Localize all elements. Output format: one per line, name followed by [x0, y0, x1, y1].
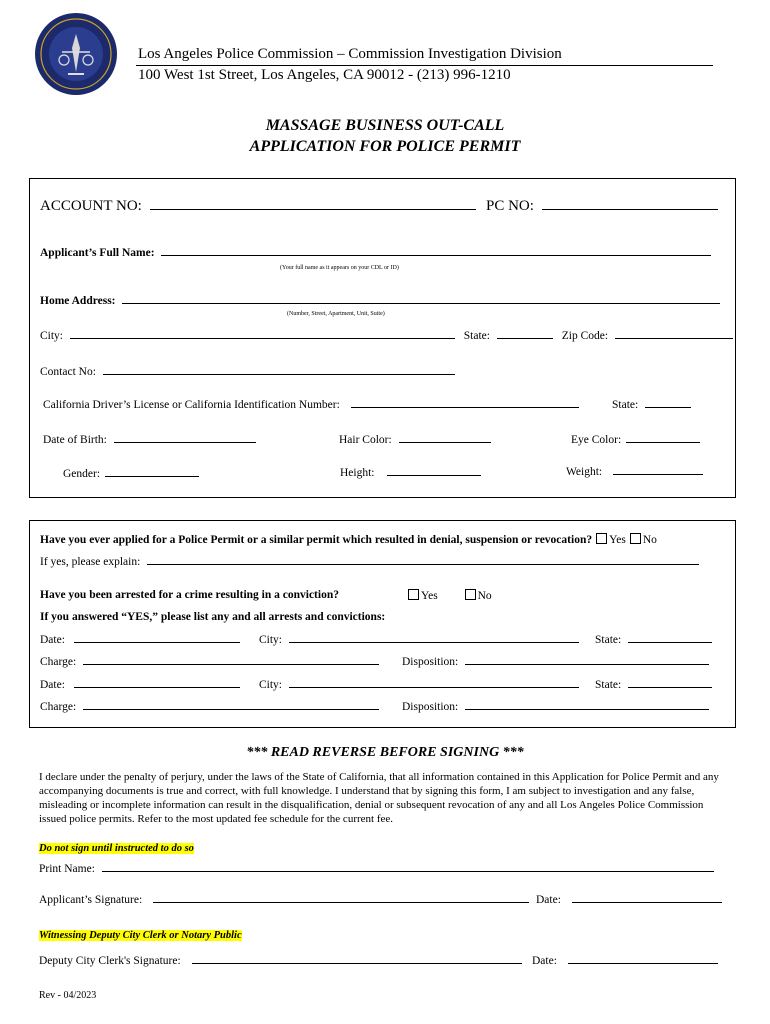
arrest2-city-label: City: — [259, 679, 283, 691]
dob-field[interactable] — [114, 441, 256, 443]
arrest1-city-field[interactable] — [289, 641, 579, 643]
q1-question: Have you ever applied for a Police Permit or a similar permit which resulted in denial, suspension or revocation? — [40, 534, 593, 546]
dob-label: Date of Birth: — [43, 434, 107, 446]
witness-text: Witnessing Deputy City Clerk or Notary Public — [39, 930, 242, 941]
arrest1-date-row — [40, 634, 240, 646]
account-no-label: ACCOUNT NO: — [40, 198, 142, 214]
contact-no-label: Contact No: — [40, 366, 96, 378]
header-address: 100 West 1st Street, Los Angeles, CA 90012 - (213) 996-1210 — [138, 67, 511, 83]
dob-row — [43, 434, 256, 446]
print-name-row — [39, 863, 714, 875]
arrest1-charge-field[interactable] — [83, 663, 379, 665]
account-no-field[interactable] — [150, 208, 476, 210]
full-name-row — [40, 247, 711, 259]
form-title-line1: MASSAGE BUSINESS OUT-CALL — [265, 117, 505, 134]
explain-row — [40, 556, 699, 568]
hair-color-row — [339, 434, 491, 446]
arrest1-disposition-field[interactable] — [465, 663, 709, 665]
eye-color-row — [571, 434, 700, 446]
height-row — [340, 467, 481, 479]
explain-field[interactable] — [147, 563, 699, 565]
police-commission-seal-logo — [34, 12, 118, 96]
height-label: Height: — [340, 467, 375, 479]
q1-yes-checkbox[interactable] — [596, 533, 607, 544]
state-field[interactable] — [497, 337, 553, 339]
q2-yes-label: Yes — [421, 590, 438, 602]
license-label: California Driver’s License or California Identification Number: — [43, 399, 340, 411]
arrest2-date-row — [40, 679, 240, 691]
license-state-row — [612, 399, 691, 411]
revision-label: Rev - 04/2023 — [39, 990, 97, 1001]
declaration-text: I declare under the penalty of perjury, under the laws of the State of California, that all information contained in this Application for Police Permit and any accompanying documents is true and correct, with full knowledge. I understand that by signing this form, I am subject to investigation and any false, misleading or incomplete information can result in the disqualification, denial or subsequent revocation of any and all Los Angeles Police Commission issued police permits. Refer to the most updated fee schedule for the current fee. — [39, 771, 719, 825]
q2-no-label: No — [477, 590, 492, 602]
gender-row — [63, 468, 199, 480]
full-name-hint: (Your full name as it appears on your CDL or ID) — [280, 265, 399, 271]
arrest2-state-row — [595, 679, 712, 691]
height-field[interactable] — [387, 474, 481, 476]
clerk-date-row — [532, 955, 718, 967]
home-address-field[interactable] — [122, 302, 720, 304]
eye-color-field[interactable] — [626, 441, 700, 443]
hair-color-field[interactable] — [399, 441, 491, 443]
clerk-date-label: Date: — [532, 955, 557, 967]
applicant-date-label: Date: — [536, 894, 561, 906]
weight-field[interactable] — [613, 473, 703, 475]
full-name-field[interactable] — [161, 254, 711, 256]
arrest2-charge-label: Charge: — [40, 701, 77, 713]
arrest2-charge-row — [40, 701, 379, 713]
pc-no-row — [486, 198, 718, 215]
q1-no-label: No — [642, 534, 657, 546]
arrest1-state-row — [595, 634, 712, 646]
applicant-signature-label: Applicant’s Signature: — [39, 894, 143, 906]
license-field[interactable] — [351, 406, 579, 408]
arrest2-disposition-label: Disposition: — [402, 701, 459, 713]
applicant-signature-field[interactable] — [153, 901, 529, 903]
eye-color-label: Eye Color: — [571, 434, 622, 446]
arrest2-city-field[interactable] — [289, 686, 579, 688]
arrest1-charge-label: Charge: — [40, 656, 77, 668]
arrest2-date-field[interactable] — [74, 686, 240, 688]
pc-no-label: PC NO: — [486, 198, 534, 214]
arrest1-city-label: City: — [259, 634, 283, 646]
print-name-field[interactable] — [102, 870, 714, 872]
license-state-label: State: — [612, 399, 639, 411]
explain-label: If yes, please explain: — [40, 556, 141, 568]
license-row — [43, 399, 579, 411]
clerk-signature-row — [39, 955, 522, 967]
header-agency: Los Angeles Police Commission – Commission Investigation Division — [138, 46, 562, 62]
city-field[interactable] — [70, 337, 455, 339]
do-not-sign-text: Do not sign until instructed to do so — [39, 843, 194, 854]
history-section — [29, 520, 736, 728]
state-label: State: — [463, 330, 490, 342]
city-label: City: — [40, 330, 64, 342]
gender-label: Gender: — [63, 468, 101, 480]
q1-row — [40, 533, 657, 546]
q2-question: Have you been arrested for a crime resulting in a conviction? — [40, 589, 339, 601]
pc-no-field[interactable] — [542, 208, 718, 210]
arrest1-date-field[interactable] — [74, 641, 240, 643]
q2-instructions: If you answered “YES,” please list any and all arrests and convictions: — [40, 611, 386, 623]
witness-notice — [39, 925, 242, 943]
city-row — [40, 330, 733, 342]
arrest1-disposition-row — [402, 656, 709, 668]
clerk-signature-label: Deputy City Clerk's Signature: — [39, 955, 181, 967]
applicant-signature-row — [39, 894, 529, 906]
home-address-row — [40, 295, 720, 307]
account-no-row — [40, 198, 476, 215]
form-title-line2: APPLICATION FOR POLICE PERMIT — [249, 138, 521, 155]
contact-no-field[interactable] — [103, 373, 455, 375]
arrest2-date-label: Date: — [40, 679, 65, 691]
home-address-label: Home Address: — [40, 295, 116, 307]
contact-row — [40, 366, 455, 378]
q2-options — [404, 589, 492, 602]
arrest1-state-field[interactable] — [628, 641, 712, 643]
applicant-date-row — [536, 894, 722, 906]
gender-field[interactable] — [105, 475, 199, 477]
arrest2-city-row — [259, 679, 579, 691]
clerk-signature-field[interactable] — [192, 962, 522, 964]
arrest1-date-label: Date: — [40, 634, 65, 646]
q2-no-checkbox[interactable] — [465, 589, 476, 600]
license-state-field[interactable] — [645, 406, 691, 408]
q1-yes-label: Yes — [609, 534, 626, 546]
clerk-date-field[interactable] — [568, 962, 718, 964]
arrest1-disposition-label: Disposition: — [402, 656, 459, 668]
arrest1-charge-row — [40, 656, 379, 668]
weight-label: Weight: — [566, 466, 603, 478]
arrest2-charge-field[interactable] — [83, 708, 379, 710]
arrest2-state-label: State: — [595, 679, 622, 691]
print-name-label: Print Name: — [39, 863, 95, 875]
applicant-date-field[interactable] — [572, 901, 722, 903]
full-name-label: Applicant’s Full Name: — [40, 247, 155, 259]
do-not-sign-notice — [39, 838, 194, 856]
arrest2-state-field[interactable] — [628, 686, 712, 688]
header-divider — [136, 65, 713, 66]
zip-code-label: Zip Code: — [561, 330, 609, 342]
arrest2-disposition-row — [402, 701, 709, 713]
home-address-hint: (Number, Street, Apartment, Unit, Suite) — [287, 311, 385, 317]
hair-color-label: Hair Color: — [339, 434, 392, 446]
zip-code-field[interactable] — [615, 337, 733, 339]
arrest1-city-row — [259, 634, 579, 646]
q1-no-checkbox[interactable] — [630, 533, 641, 544]
read-reverse-heading: *** READ REVERSE BEFORE SIGNING *** — [246, 745, 524, 760]
q2-yes-checkbox[interactable] — [408, 589, 419, 600]
weight-row — [566, 466, 703, 478]
arrest1-state-label: State: — [595, 634, 622, 646]
arrest2-disposition-field[interactable] — [465, 708, 709, 710]
